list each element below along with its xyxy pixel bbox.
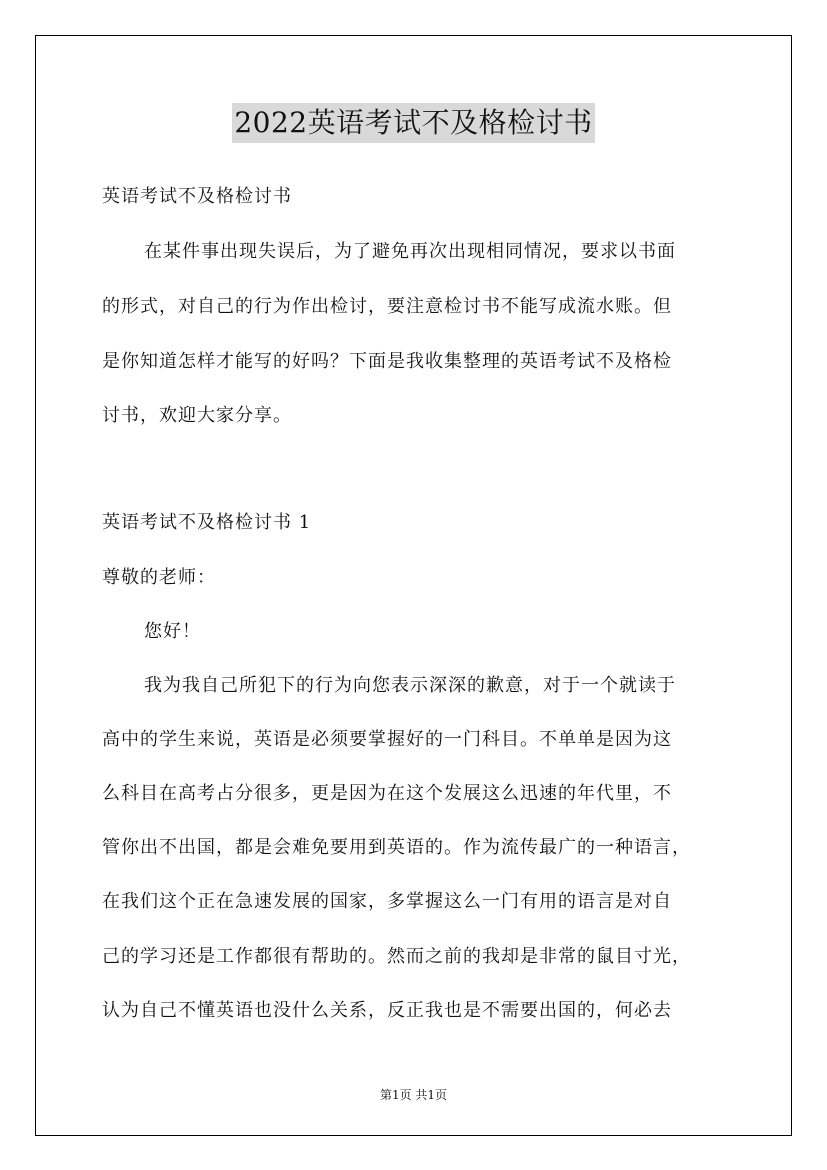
letter-paragraph-line: 么科目在高考占分很多，更是因为在这个发展这么迅速的年代里，不 [102,783,672,804]
letter-paragraph-line: 高中的学生来说，英语是必须要掌握好的一门科目。不单单是因为这 [102,729,672,750]
intro-paragraph-line: 是你知道怎样才能写的好吗？下面是我收集整理的英语考试不及格检 [102,351,672,372]
section-heading: 英语考试不及格检讨书 1 [102,512,312,533]
document-title: 2022英语考试不及格检讨书 [232,103,594,143]
greeting: 您好！ [144,621,201,642]
salutation: 尊敬的老师： [102,567,216,588]
intro-paragraph-line: 在某件事出现失误后，为了避免再次出现相同情况，要求以书面 [144,241,676,262]
title-container [0,103,827,143]
letter-paragraph-line: 己的学习还是工作都很有帮助的。然而之前的我却是非常的鼠目寸光， [102,946,691,967]
intro-paragraph-line: 讨书，欢迎大家分享。 [102,405,292,426]
page-number-footer: 第1页 共1页 [379,1088,448,1102]
letter-paragraph-line: 管你出不出国，都是会难免要用到英语的。作为流传最广的一种语言， [102,837,691,858]
intro-paragraph-line: 的形式，对自己的行为作出检讨，要注意检讨书不能写成流水账。但 [102,296,672,317]
letter-paragraph-line: 我为我自己所犯下的行为向您表示深深的歉意，对于一个就读于 [144,675,676,696]
letter-paragraph-line: 认为自己不懂英语也没什么关系，反正我也是不需要出国的，何必去 [102,1000,672,1021]
subtitle-line: 英语考试不及格检讨书 [102,186,292,207]
letter-paragraph-line: 在我们这个正在急速发展的国家，多掌握这么一门有用的语言是对自 [102,891,672,912]
